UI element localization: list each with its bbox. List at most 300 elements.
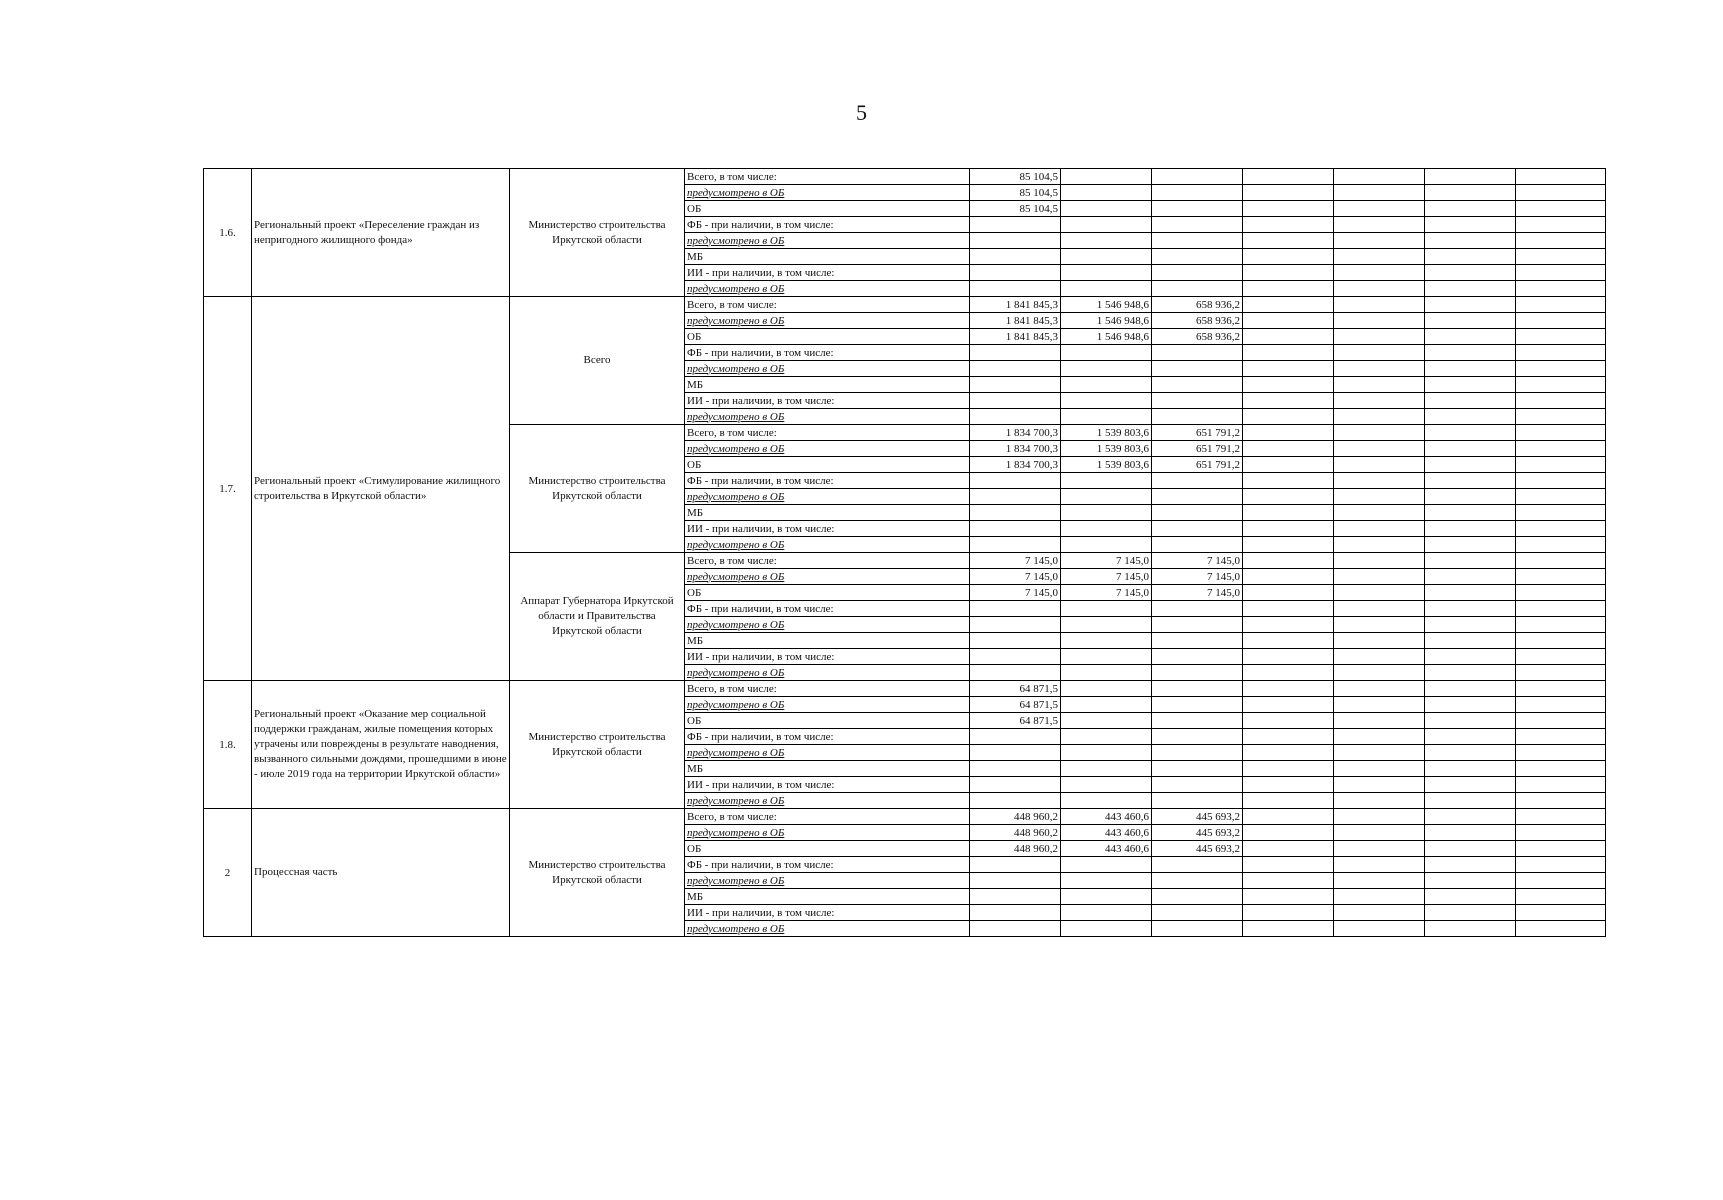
funding-source-label: ИИ - при наличии, в том числе:	[685, 393, 970, 409]
empty-cell	[1425, 409, 1516, 425]
empty-cell	[1152, 345, 1243, 361]
page-number: 5	[856, 100, 867, 125]
empty-cell	[1152, 409, 1243, 425]
empty-cell	[1516, 857, 1606, 873]
empty-cell	[1334, 489, 1425, 505]
empty-cell	[1516, 537, 1606, 553]
empty-cell	[1061, 649, 1152, 665]
empty-cell	[970, 345, 1061, 361]
empty-cell	[1334, 265, 1425, 281]
funding-source-label: предусмотрено в ОБ	[685, 361, 970, 377]
empty-cell	[1425, 553, 1516, 569]
empty-cell	[1243, 441, 1334, 457]
funding-source-label: ИИ - при наличии, в том числе:	[685, 649, 970, 665]
empty-cell	[1334, 505, 1425, 521]
amount-cell	[1061, 185, 1152, 201]
empty-cell	[1061, 905, 1152, 921]
amount-cell: 448 960,2	[970, 825, 1061, 841]
empty-cell	[1243, 553, 1334, 569]
empty-cell	[1243, 345, 1334, 361]
empty-cell	[1334, 601, 1425, 617]
empty-cell	[1334, 249, 1425, 265]
empty-cell	[970, 729, 1061, 745]
empty-cell	[1425, 857, 1516, 873]
amount-cell	[1061, 169, 1152, 185]
empty-cell	[1516, 793, 1606, 809]
funding-source-label: ИИ - при наличии, в том числе:	[685, 265, 970, 281]
empty-cell	[1061, 489, 1152, 505]
empty-cell	[1334, 649, 1425, 665]
empty-cell	[1243, 425, 1334, 441]
empty-cell	[1243, 809, 1334, 825]
empty-cell	[1243, 393, 1334, 409]
empty-cell	[1425, 313, 1516, 329]
empty-cell	[970, 233, 1061, 249]
funding-source-label: предусмотрено в ОБ	[685, 409, 970, 425]
empty-cell	[970, 889, 1061, 905]
empty-cell	[1516, 473, 1606, 489]
empty-cell	[1243, 361, 1334, 377]
empty-cell	[1334, 841, 1425, 857]
empty-cell	[1243, 905, 1334, 921]
empty-cell	[1425, 921, 1516, 937]
empty-cell	[1243, 793, 1334, 809]
empty-cell	[1516, 601, 1606, 617]
funding-source-label: МБ	[685, 505, 970, 521]
amount-cell: 7 145,0	[1152, 569, 1243, 585]
empty-cell	[1061, 921, 1152, 937]
empty-cell	[1152, 633, 1243, 649]
empty-cell	[1061, 873, 1152, 889]
empty-cell	[1243, 281, 1334, 297]
funding-source-label: предусмотрено в ОБ	[685, 697, 970, 713]
empty-cell	[1061, 393, 1152, 409]
empty-cell	[1425, 905, 1516, 921]
amount-cell	[1152, 169, 1243, 185]
empty-cell	[1334, 889, 1425, 905]
empty-cell	[970, 521, 1061, 537]
funding-source-label: ИИ - при наличии, в том числе:	[685, 905, 970, 921]
amount-cell: 1 841 845,3	[970, 297, 1061, 313]
empty-cell	[970, 761, 1061, 777]
funding-source-label: МБ	[685, 633, 970, 649]
amount-cell: 7 145,0	[970, 553, 1061, 569]
empty-cell	[1152, 601, 1243, 617]
empty-cell	[1516, 409, 1606, 425]
empty-cell	[1061, 361, 1152, 377]
empty-cell	[970, 409, 1061, 425]
empty-cell	[1243, 889, 1334, 905]
table-row	[204, 809, 1606, 825]
empty-cell	[1425, 825, 1516, 841]
empty-cell	[1243, 185, 1334, 201]
empty-cell	[1243, 537, 1334, 553]
empty-cell	[1516, 585, 1606, 601]
empty-cell	[1425, 809, 1516, 825]
section-index: 1.8.	[204, 681, 252, 809]
empty-cell	[1243, 569, 1334, 585]
empty-cell	[1516, 649, 1606, 665]
empty-cell	[970, 873, 1061, 889]
empty-cell	[1334, 537, 1425, 553]
empty-cell	[1334, 809, 1425, 825]
empty-cell	[1243, 697, 1334, 713]
empty-cell	[1516, 185, 1606, 201]
empty-cell	[1152, 505, 1243, 521]
empty-cell	[1334, 729, 1425, 745]
empty-cell	[1152, 889, 1243, 905]
empty-cell	[1243, 873, 1334, 889]
empty-cell	[1516, 281, 1606, 297]
empty-cell	[1152, 729, 1243, 745]
empty-cell	[1061, 281, 1152, 297]
amount-cell: 445 693,2	[1152, 809, 1243, 825]
empty-cell	[1516, 169, 1606, 185]
funding-source-label: предусмотрено в ОБ	[685, 441, 970, 457]
amount-cell: 7 145,0	[1152, 585, 1243, 601]
empty-cell	[1516, 745, 1606, 761]
empty-cell	[1334, 217, 1425, 233]
funding-source-label: Всего, в том числе:	[685, 425, 970, 441]
empty-cell	[1516, 313, 1606, 329]
empty-cell	[1516, 457, 1606, 473]
empty-cell	[1061, 889, 1152, 905]
empty-cell	[1516, 393, 1606, 409]
empty-cell	[1243, 489, 1334, 505]
funding-source-label: МБ	[685, 889, 970, 905]
amount-cell: 443 460,6	[1061, 841, 1152, 857]
funding-source-label: ИИ - при наличии, в том числе:	[685, 777, 970, 793]
empty-cell	[1243, 825, 1334, 841]
section-index: 2	[204, 809, 252, 937]
amount-cell: 445 693,2	[1152, 825, 1243, 841]
empty-cell	[1152, 793, 1243, 809]
empty-cell	[1061, 633, 1152, 649]
empty-cell	[1425, 297, 1516, 313]
empty-cell	[970, 905, 1061, 921]
amount-cell: 651 791,2	[1152, 425, 1243, 441]
empty-cell	[1152, 745, 1243, 761]
empty-cell	[1334, 825, 1425, 841]
empty-cell	[1152, 489, 1243, 505]
empty-cell	[1425, 713, 1516, 729]
empty-cell	[1152, 473, 1243, 489]
empty-cell	[1334, 569, 1425, 585]
financing-table	[203, 168, 1606, 937]
empty-cell	[1152, 217, 1243, 233]
empty-cell	[1516, 921, 1606, 937]
amount-cell: 1 546 948,6	[1061, 297, 1152, 313]
empty-cell	[1516, 233, 1606, 249]
empty-cell	[1152, 649, 1243, 665]
executor-name: Министерство строительства Иркутской области	[510, 681, 685, 809]
empty-cell	[1425, 665, 1516, 681]
empty-cell	[1425, 569, 1516, 585]
empty-cell	[1425, 521, 1516, 537]
empty-cell	[1243, 409, 1334, 425]
empty-cell	[1425, 777, 1516, 793]
amount-cell: 7 145,0	[970, 569, 1061, 585]
empty-cell	[1061, 249, 1152, 265]
empty-cell	[1516, 201, 1606, 217]
amount-cell: 1 834 700,3	[970, 425, 1061, 441]
empty-cell	[1425, 681, 1516, 697]
empty-cell	[1061, 601, 1152, 617]
empty-cell	[1425, 393, 1516, 409]
empty-cell	[1152, 617, 1243, 633]
empty-cell	[970, 745, 1061, 761]
empty-cell	[1425, 601, 1516, 617]
empty-cell	[970, 217, 1061, 233]
empty-cell	[1061, 521, 1152, 537]
empty-cell	[1243, 377, 1334, 393]
empty-cell	[1152, 777, 1243, 793]
empty-cell	[1243, 713, 1334, 729]
funding-source-label: МБ	[685, 761, 970, 777]
empty-cell	[1516, 777, 1606, 793]
empty-cell	[1243, 505, 1334, 521]
empty-cell	[970, 249, 1061, 265]
funding-source-label: ФБ - при наличии, в том числе:	[685, 857, 970, 873]
funding-source-label: предусмотрено в ОБ	[685, 793, 970, 809]
empty-cell	[1334, 297, 1425, 313]
empty-cell	[970, 777, 1061, 793]
section-index: 1.6.	[204, 169, 252, 297]
empty-cell	[1243, 601, 1334, 617]
funding-source-label: предусмотрено в ОБ	[685, 489, 970, 505]
empty-cell	[1516, 425, 1606, 441]
empty-cell	[1425, 489, 1516, 505]
amount-cell: 1 546 948,6	[1061, 313, 1152, 329]
funding-source-label: предусмотрено в ОБ	[685, 233, 970, 249]
empty-cell	[1425, 441, 1516, 457]
empty-cell	[970, 649, 1061, 665]
empty-cell	[1425, 617, 1516, 633]
empty-cell	[1425, 201, 1516, 217]
empty-cell	[1334, 169, 1425, 185]
empty-cell	[1061, 537, 1152, 553]
empty-cell	[1243, 313, 1334, 329]
empty-cell	[1516, 905, 1606, 921]
funding-source-label: Всего, в том числе:	[685, 169, 970, 185]
empty-cell	[1425, 185, 1516, 201]
empty-cell	[970, 377, 1061, 393]
executor-name: Министерство строительства Иркутской области	[510, 169, 685, 297]
empty-cell	[1152, 249, 1243, 265]
empty-cell	[970, 281, 1061, 297]
empty-cell	[1334, 473, 1425, 489]
empty-cell	[1425, 649, 1516, 665]
funding-source-label: предусмотрено в ОБ	[685, 665, 970, 681]
empty-cell	[1334, 905, 1425, 921]
empty-cell	[1425, 265, 1516, 281]
empty-cell	[1243, 233, 1334, 249]
empty-cell	[1425, 585, 1516, 601]
empty-cell	[1061, 377, 1152, 393]
empty-cell	[970, 857, 1061, 873]
amount-cell	[1061, 697, 1152, 713]
empty-cell	[1334, 585, 1425, 601]
empty-cell	[1243, 201, 1334, 217]
amount-cell: 448 960,2	[970, 809, 1061, 825]
section-name: Процессная часть	[252, 809, 510, 937]
empty-cell	[1243, 633, 1334, 649]
funding-source-label: Всего, в том числе:	[685, 297, 970, 313]
amount-cell: 7 145,0	[1061, 569, 1152, 585]
empty-cell	[1152, 361, 1243, 377]
empty-cell	[1334, 441, 1425, 457]
empty-cell	[1516, 489, 1606, 505]
executor-name: Министерство строительства Иркутской области	[510, 425, 685, 553]
empty-cell	[1516, 329, 1606, 345]
empty-cell	[1243, 249, 1334, 265]
empty-cell	[1152, 393, 1243, 409]
empty-cell	[1334, 857, 1425, 873]
empty-cell	[1425, 473, 1516, 489]
empty-cell	[1334, 793, 1425, 809]
funding-source-label: ОБ	[685, 457, 970, 473]
empty-cell	[1243, 777, 1334, 793]
empty-cell	[1061, 233, 1152, 249]
empty-cell	[1152, 761, 1243, 777]
empty-cell	[1516, 825, 1606, 841]
empty-cell	[1425, 793, 1516, 809]
amount-cell: 85 104,5	[970, 185, 1061, 201]
funding-source-label: предусмотрено в ОБ	[685, 745, 970, 761]
empty-cell	[1425, 361, 1516, 377]
amount-cell	[1152, 681, 1243, 697]
amount-cell: 1 539 803,6	[1061, 441, 1152, 457]
funding-source-label: предусмотрено в ОБ	[685, 921, 970, 937]
empty-cell	[970, 665, 1061, 681]
amount-cell: 1 546 948,6	[1061, 329, 1152, 345]
empty-cell	[1425, 505, 1516, 521]
amount-cell	[1152, 201, 1243, 217]
amount-cell	[1152, 185, 1243, 201]
empty-cell	[1243, 665, 1334, 681]
empty-cell	[1516, 569, 1606, 585]
empty-cell	[1516, 665, 1606, 681]
funding-source-label: ОБ	[685, 841, 970, 857]
empty-cell	[1516, 617, 1606, 633]
empty-cell	[1425, 457, 1516, 473]
empty-cell	[1425, 633, 1516, 649]
amount-cell: 64 871,5	[970, 681, 1061, 697]
empty-cell	[1334, 617, 1425, 633]
empty-cell	[1334, 921, 1425, 937]
empty-cell	[1425, 841, 1516, 857]
amount-cell: 7 145,0	[1061, 585, 1152, 601]
empty-cell	[1061, 345, 1152, 361]
empty-cell	[1152, 537, 1243, 553]
funding-source-label: МБ	[685, 377, 970, 393]
empty-cell	[1334, 409, 1425, 425]
empty-cell	[970, 793, 1061, 809]
empty-cell	[970, 393, 1061, 409]
empty-cell	[1425, 233, 1516, 249]
amount-cell: 651 791,2	[1152, 457, 1243, 473]
empty-cell	[1152, 857, 1243, 873]
empty-cell	[1061, 473, 1152, 489]
empty-cell	[970, 489, 1061, 505]
funding-source-label: предусмотрено в ОБ	[685, 537, 970, 553]
empty-cell	[1334, 457, 1425, 473]
empty-cell	[970, 617, 1061, 633]
empty-cell	[1334, 425, 1425, 441]
table-row	[204, 169, 1606, 185]
empty-cell	[1516, 633, 1606, 649]
empty-cell	[970, 361, 1061, 377]
empty-cell	[1152, 921, 1243, 937]
empty-cell	[1425, 377, 1516, 393]
empty-cell	[1152, 377, 1243, 393]
empty-cell	[1152, 905, 1243, 921]
empty-cell	[1516, 873, 1606, 889]
funding-source-label: ФБ - при наличии, в том числе:	[685, 345, 970, 361]
empty-cell	[1425, 873, 1516, 889]
funding-source-label: предусмотрено в ОБ	[685, 185, 970, 201]
empty-cell	[1425, 249, 1516, 265]
empty-cell	[1152, 665, 1243, 681]
amount-cell: 658 936,2	[1152, 329, 1243, 345]
table-row	[204, 297, 1606, 313]
empty-cell	[1425, 761, 1516, 777]
amount-cell: 7 145,0	[1061, 553, 1152, 569]
empty-cell	[1243, 297, 1334, 313]
empty-cell	[1243, 745, 1334, 761]
funding-source-label: предусмотрено в ОБ	[685, 617, 970, 633]
empty-cell	[1425, 697, 1516, 713]
empty-cell	[1425, 345, 1516, 361]
funding-source-label: ОБ	[685, 329, 970, 345]
empty-cell	[1516, 681, 1606, 697]
empty-cell	[1425, 889, 1516, 905]
empty-cell	[1334, 377, 1425, 393]
empty-cell	[1516, 361, 1606, 377]
empty-cell	[970, 601, 1061, 617]
funding-source-label: ФБ - при наличии, в том числе:	[685, 729, 970, 745]
empty-cell	[1425, 745, 1516, 761]
empty-cell	[1061, 777, 1152, 793]
empty-cell	[1516, 841, 1606, 857]
amount-cell: 64 871,5	[970, 697, 1061, 713]
amount-cell: 1 841 845,3	[970, 313, 1061, 329]
section-name: Региональный проект «Оказание мер социальной поддержки гражданам, жилые помещения которых утрачены или повреждены в результате наводнения, вызванного сильными дождями, прошедшими в июне - июле 2019 года на территории Иркутской области»	[252, 681, 510, 809]
amount-cell: 658 936,2	[1152, 313, 1243, 329]
empty-cell	[1243, 729, 1334, 745]
empty-cell	[1334, 745, 1425, 761]
amount-cell	[1152, 697, 1243, 713]
funding-source-label: предусмотрено в ОБ	[685, 281, 970, 297]
empty-cell	[1061, 745, 1152, 761]
empty-cell	[1334, 201, 1425, 217]
empty-cell	[1425, 169, 1516, 185]
amount-cell: 7 145,0	[970, 585, 1061, 601]
funding-source-label: предусмотрено в ОБ	[685, 873, 970, 889]
empty-cell	[1516, 553, 1606, 569]
funding-source-label: ФБ - при наличии, в том числе:	[685, 217, 970, 233]
empty-cell	[1334, 361, 1425, 377]
empty-cell	[1061, 265, 1152, 281]
amount-cell: 85 104,5	[970, 201, 1061, 217]
amount-cell	[1061, 713, 1152, 729]
funding-source-label: ОБ	[685, 713, 970, 729]
section-index: 1.7.	[204, 297, 252, 681]
executor-name: Всего	[510, 297, 685, 425]
empty-cell	[970, 505, 1061, 521]
empty-cell	[1243, 921, 1334, 937]
amount-cell: 64 871,5	[970, 713, 1061, 729]
